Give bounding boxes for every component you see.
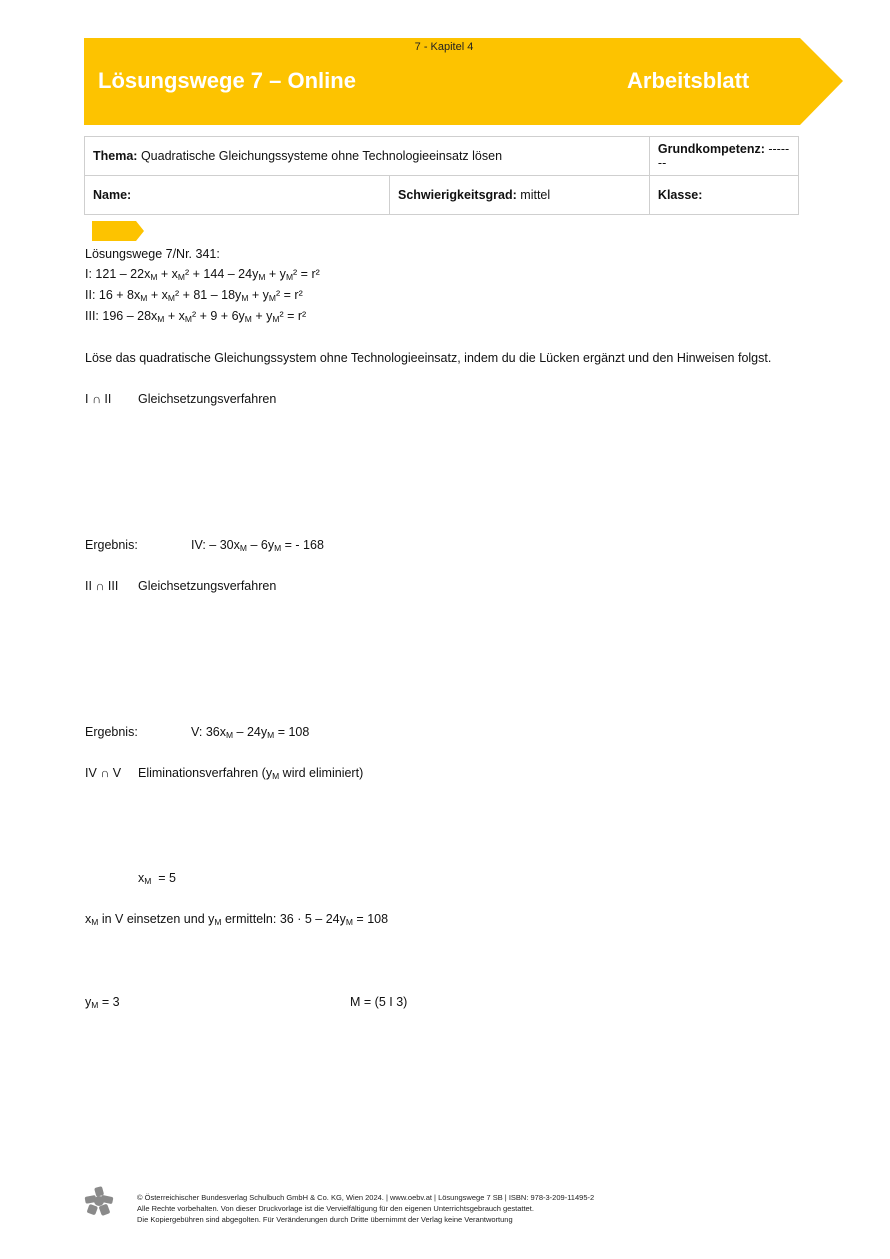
thema-value: Quadratische Gleichungssysteme ohne Technologieeinsatz lösen [140,149,503,163]
step-2-label: II ∩ III [85,579,119,593]
equation-1: I: $121 - 22x_M + x_M^2 + 144 - 24y_M + y_M^2 = r^2$ [85,267,320,282]
grundkompetenz-label: Grundkompetenz: [657,142,765,156]
instruction: Löse das quadratische Gleichungssystem ohne Technologieeinsatz, indem du die Lücken ergänzt und den Hinweisen folgst. [85,351,772,365]
publisher-logo-icon [84,1186,114,1221]
task-source: Lösungswege 7/Nr. 341: [85,247,220,261]
schwierigkeit-cell [390,176,650,215]
thema-label: Thema: [93,149,138,163]
step-1-method: Gleichsetzungsverfahren [138,392,277,406]
step-1-label: I ∩ II [85,392,112,406]
ym-result: $y_M = 3$ [85,995,120,1010]
grundkompetenz-value: ------- [657,142,790,170]
equation-3: III: $196 - 28x_M + x_M^2 + 9 + 6y_M + y_M^2 = r^2$ [85,309,307,324]
footer-text [137,1192,594,1225]
section-marker [92,221,144,246]
klasse-label: Klasse: [657,188,703,202]
m-point: M = (5 I 3) [350,995,408,1009]
step-1-heading [85,390,276,408]
thema-cell [85,137,650,176]
step-3-heading: IV ∩ V Eliminationsverfahren ($y_M$ wird eliminiert) [85,766,364,781]
step-3-label: IV ∩ V [85,766,122,780]
schwierigkeit-label: Schwierigkeitsgrad: [398,188,517,202]
result-label: Ergebnis: [85,725,138,739]
equation-2: II: $16 + 8x_M + x_M^2 + 81 - 18y_M + y_M^2 = r^2$ [85,288,303,303]
step-2-method: Gleichsetzungsverfahren [138,579,277,593]
book-title: Lösungswege 7 – Online [98,68,356,93]
klasse-cell[interactable] [649,176,798,215]
name-label: Name: [93,188,132,202]
footer-line-2: Alle Rechte vorbehalten. Von dieser Druckvorlage ist die Vervielfältigung für den eigenen Unterrichtsgebrauch gestattet. [137,1204,534,1213]
xm-result: $x_M = 5$ [138,871,177,886]
doc-type: Arbeitsblatt [627,68,750,93]
footer-line-3: Die Kopiergebühren sind abgegolten. Für Veränderungen durch Dritte übernimmt der Verlag keine Verantwortung [137,1215,513,1224]
chapter-label: 7 - Kapitel 4 [414,41,474,53]
step-2-result: Ergebnis: V: $36x_M - 24y_M = 108$ [85,725,310,740]
info-table [84,136,799,215]
step-2-heading [85,577,276,595]
footer-line-1: © Österreichischer Bundesverlag Schulbuch GmbH & Co. KG, Wien 2024. | www.oebv.at | Lösungswege 7 SB | ISBN: 978-3-209-11495-2 [137,1193,595,1202]
name-cell[interactable] [85,176,390,215]
grundkompetenz-cell [649,137,798,176]
insert-instruction: $x_M$ in V einsetzen und $y_M$ ermitteln: $36 \cdot 5 - 24y_M = 108$ [85,912,389,927]
step-1-result: Ergebnis: IV: – $30x_M - 6y_M$ = - 168 [85,538,324,553]
schwierigkeit-value: mittel [520,188,551,202]
result-label: Ergebnis: [85,538,138,552]
